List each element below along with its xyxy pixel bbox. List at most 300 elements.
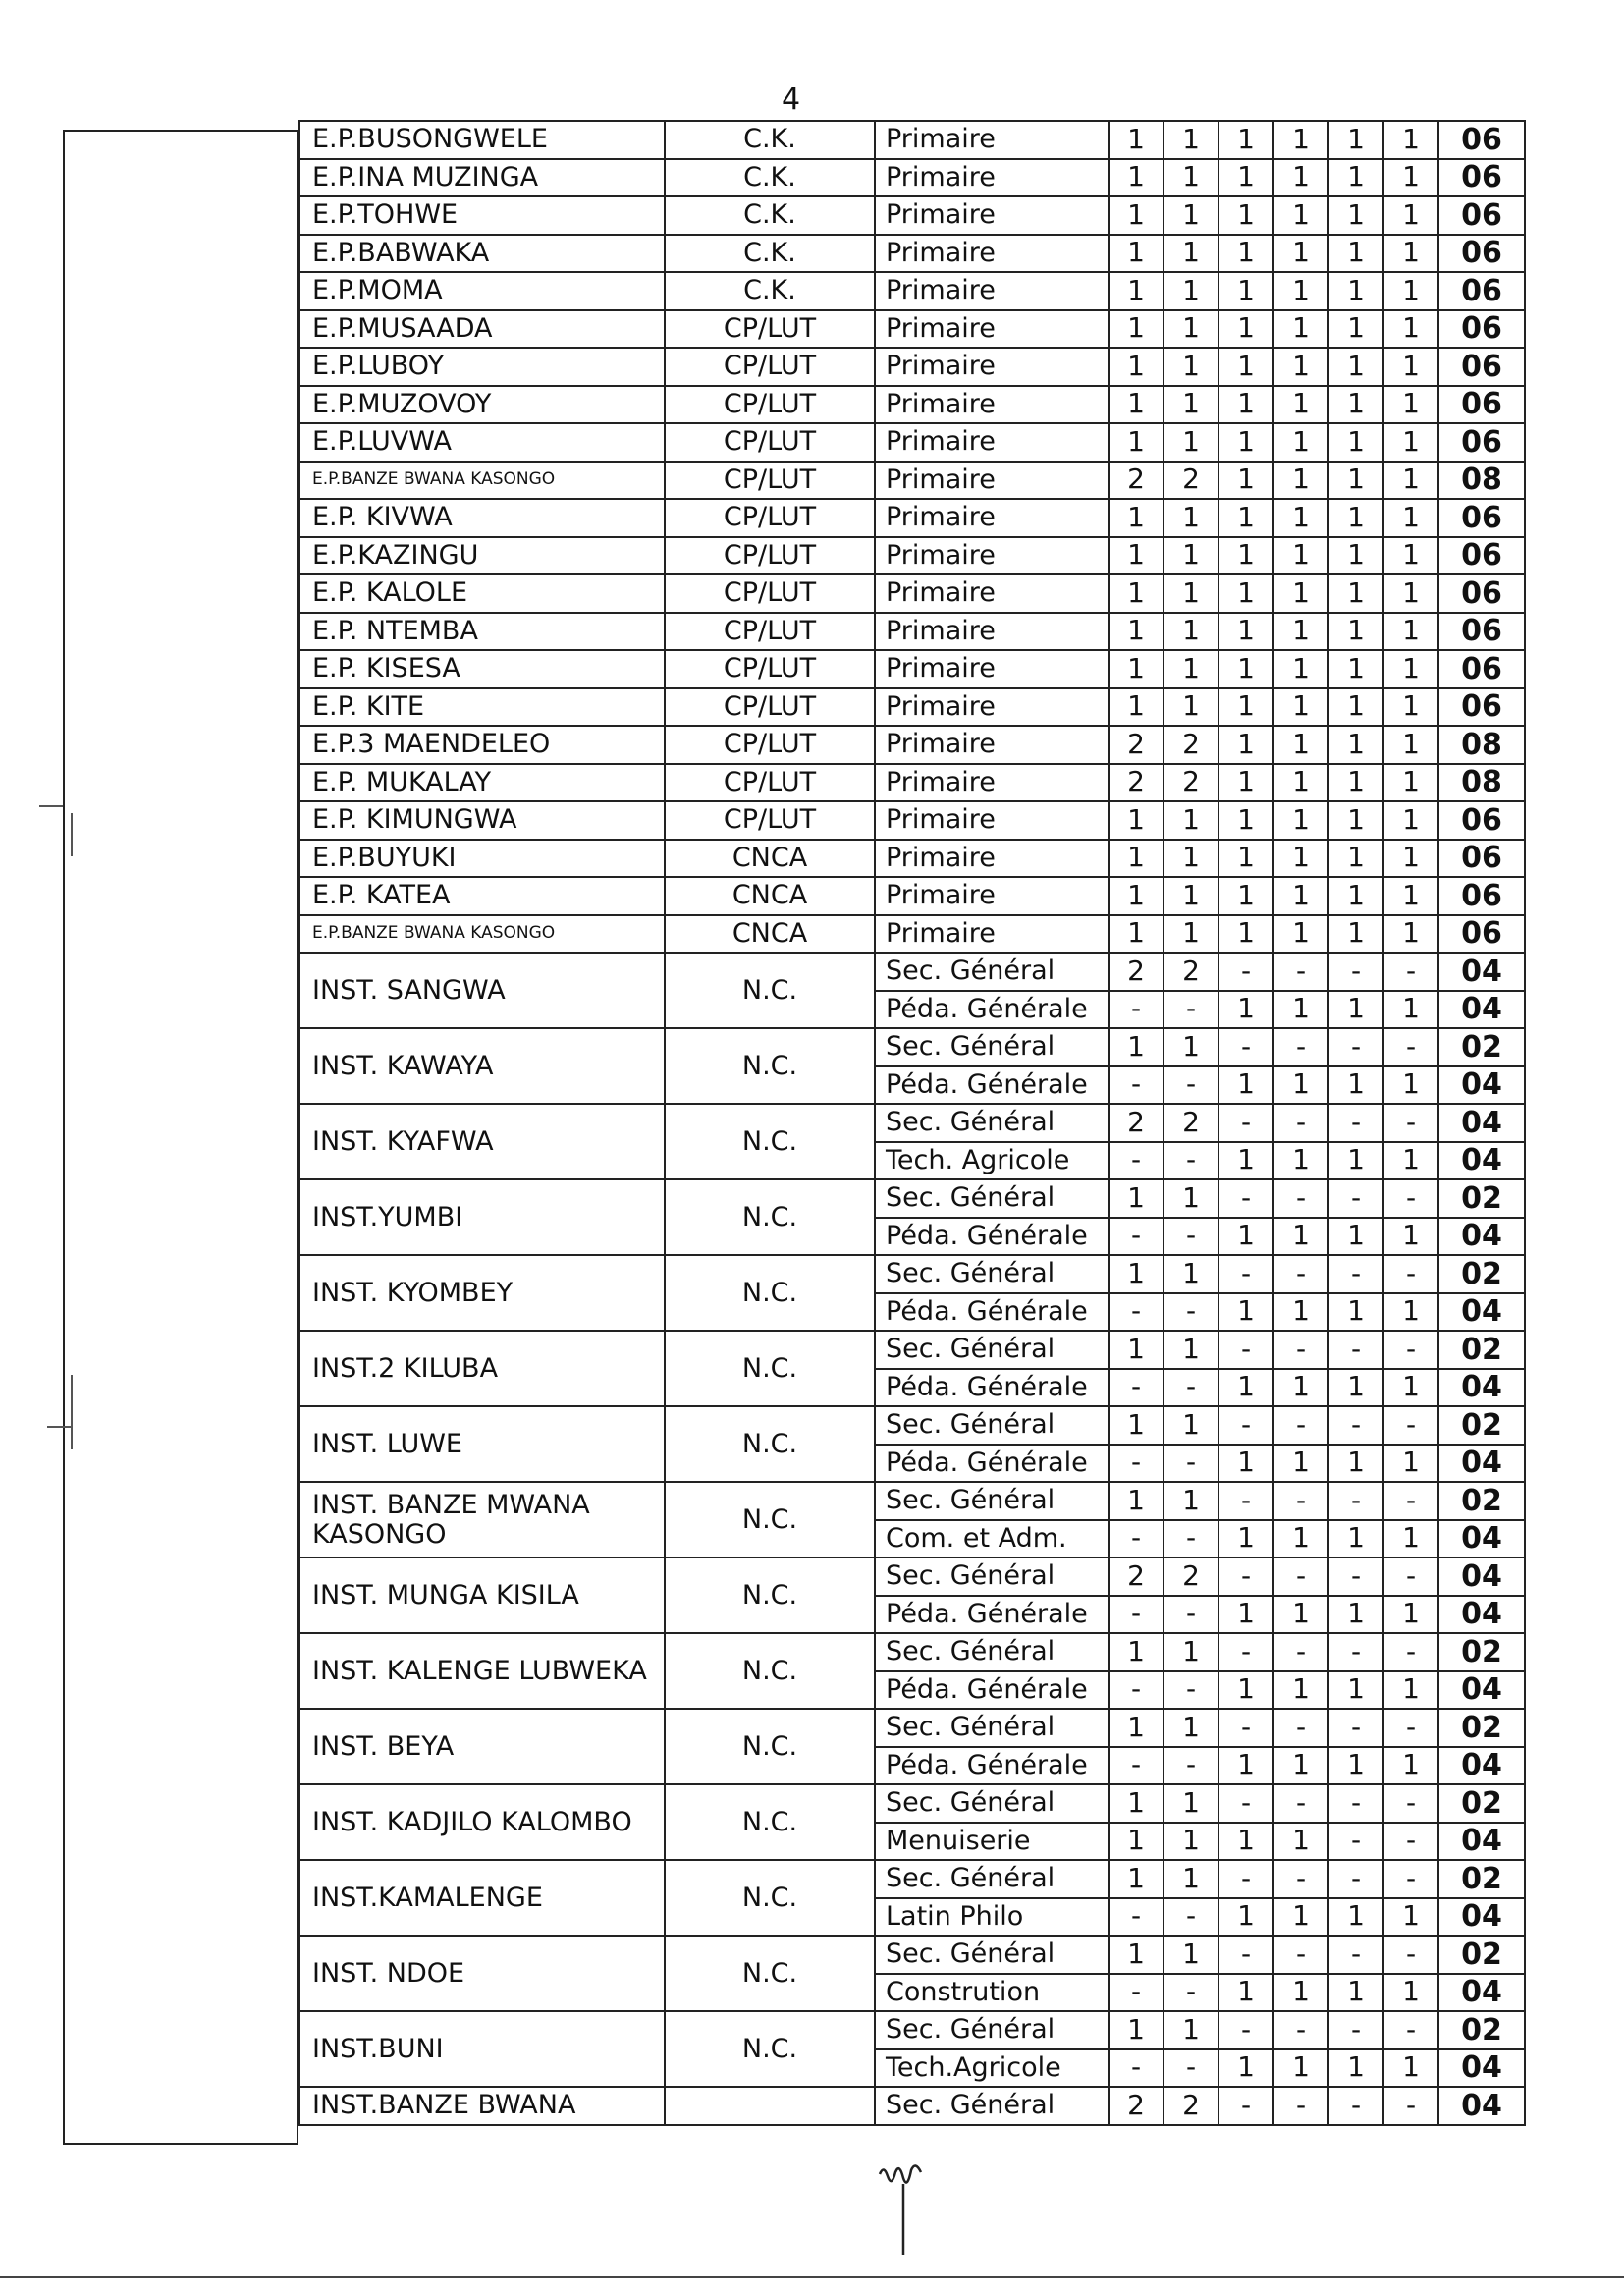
class-count: - — [1109, 1747, 1164, 1785]
class-count: 1 — [1383, 348, 1438, 386]
institute-network: N.C. — [665, 1709, 875, 1784]
class-count: 1 — [1383, 235, 1438, 273]
class-count: - — [1218, 1255, 1273, 1293]
class-count: 1 — [1273, 1369, 1328, 1407]
institute-name: INST. KALENGE LUBWEKA — [299, 1633, 665, 1709]
row-total: 08 — [1438, 764, 1525, 802]
class-count: 1 — [1328, 650, 1383, 688]
school-name: E.P. KIVWA — [299, 499, 665, 537]
class-count: 1 — [1273, 423, 1328, 462]
class-count: - — [1383, 1255, 1438, 1293]
institute-section: Sec. Général — [875, 953, 1109, 991]
school-name: E.P. KALOLE — [299, 574, 665, 613]
class-count: 1 — [1328, 1747, 1383, 1785]
class-count: 1 — [1273, 537, 1328, 575]
table-row — [299, 235, 1525, 273]
class-count: 1 — [1383, 574, 1438, 613]
institute-network: N.C. — [665, 1028, 875, 1104]
school-network: CP/LUT — [665, 423, 875, 462]
table-row — [299, 1255, 1525, 1293]
institute-section: Tech.Agricole — [875, 2049, 1109, 2088]
school-section: Primaire — [875, 272, 1109, 310]
class-count: 1 — [1273, 159, 1328, 197]
school-name: E.P. KATEA — [299, 877, 665, 915]
table-row — [299, 574, 1525, 613]
class-count: 1 — [1218, 991, 1273, 1029]
class-count: - — [1383, 2087, 1438, 2125]
row-total: 02 — [1438, 1406, 1525, 1445]
class-count: 1 — [1164, 1936, 1218, 1974]
table-row — [299, 953, 1525, 991]
school-network: C.K. — [665, 272, 875, 310]
class-count: 1 — [1218, 1974, 1273, 2012]
row-total: 02 — [1438, 1331, 1525, 1369]
class-count: 1 — [1218, 235, 1273, 273]
class-count: 1 — [1328, 537, 1383, 575]
school-network: CP/LUT — [665, 499, 875, 537]
class-count: 1 — [1218, 1142, 1273, 1180]
class-count: 1 — [1164, 1784, 1218, 1823]
class-count: - — [1218, 2011, 1273, 2049]
row-total: 04 — [1438, 1557, 1525, 1596]
class-count: 1 — [1273, 1898, 1328, 1937]
class-count: 1 — [1328, 1445, 1383, 1483]
institute-network: N.C. — [665, 1482, 875, 1557]
table-row — [299, 1179, 1525, 1218]
table-row — [299, 1633, 1525, 1671]
table-row — [299, 1784, 1525, 1823]
class-count: - — [1164, 1596, 1218, 1634]
institute-network: N.C. — [665, 1860, 875, 1936]
institute-name: INST. KAWAYA — [299, 1028, 665, 1104]
class-count: 1 — [1164, 1482, 1218, 1520]
class-count: 1 — [1383, 1671, 1438, 1710]
school-network: CP/LUT — [665, 574, 875, 613]
class-count: - — [1164, 1369, 1218, 1407]
class-count: 1 — [1218, 1369, 1273, 1407]
class-count: 1 — [1383, 272, 1438, 310]
class-count: - — [1328, 1482, 1383, 1520]
table-row — [299, 423, 1525, 462]
class-count: - — [1109, 1066, 1164, 1105]
class-count: 1 — [1164, 801, 1218, 840]
school-network: C.K. — [665, 121, 875, 159]
class-count: 1 — [1328, 1293, 1383, 1332]
class-count: 1 — [1218, 726, 1273, 764]
class-count: 1 — [1328, 877, 1383, 915]
class-count: 1 — [1328, 915, 1383, 954]
institute-name: INST.2 KILUBA — [299, 1331, 665, 1406]
school-name: E.P.KAZINGU — [299, 537, 665, 575]
class-count: 1 — [1328, 272, 1383, 310]
class-count: 1 — [1273, 574, 1328, 613]
bottom-rule — [0, 2276, 1624, 2278]
school-section: Primaire — [875, 877, 1109, 915]
class-count: 1 — [1328, 1218, 1383, 1256]
institute-network: N.C. — [665, 953, 875, 1028]
class-count: 1 — [1328, 462, 1383, 500]
class-count: 1 — [1383, 764, 1438, 802]
initials-signature — [874, 2160, 933, 2259]
row-total: 06 — [1438, 159, 1525, 197]
school-network: CP/LUT — [665, 764, 875, 802]
class-count: 1 — [1383, 840, 1438, 878]
class-count: 1 — [1273, 1596, 1328, 1634]
school-section: Primaire — [875, 726, 1109, 764]
class-count: 1 — [1164, 2011, 1218, 2049]
institute-network: N.C. — [665, 1633, 875, 1709]
school-section: Primaire — [875, 537, 1109, 575]
class-count: 1 — [1164, 235, 1218, 273]
class-count: - — [1218, 1784, 1273, 1823]
class-count: 1 — [1383, 1596, 1438, 1634]
class-count: - — [1328, 1709, 1383, 1747]
class-count: 2 — [1164, 764, 1218, 802]
class-count: 1 — [1109, 537, 1164, 575]
school-section: Primaire — [875, 764, 1109, 802]
row-total: 04 — [1438, 2049, 1525, 2088]
class-count: 1 — [1383, 386, 1438, 424]
institute-section: Péda. Générale — [875, 1293, 1109, 1332]
class-count: 1 — [1328, 1671, 1383, 1710]
class-count: 2 — [1109, 726, 1164, 764]
class-count: 1 — [1164, 1028, 1218, 1066]
class-count: 2 — [1109, 1104, 1164, 1142]
school-network: CNCA — [665, 840, 875, 878]
row-total: 06 — [1438, 574, 1525, 613]
class-count: 1 — [1164, 348, 1218, 386]
school-name: E.P. NTEMBA — [299, 613, 665, 651]
class-count: 1 — [1383, 650, 1438, 688]
class-count: - — [1383, 1406, 1438, 1445]
class-count: - — [1273, 2011, 1328, 2049]
table-row — [299, 1709, 1525, 1747]
school-section: Primaire — [875, 688, 1109, 727]
class-count: 2 — [1164, 726, 1218, 764]
class-count: - — [1273, 1784, 1328, 1823]
class-count: 1 — [1273, 2049, 1328, 2088]
row-total: 06 — [1438, 423, 1525, 462]
table-row — [299, 499, 1525, 537]
class-count: 1 — [1218, 1066, 1273, 1105]
class-count: 1 — [1218, 1218, 1273, 1256]
row-total: 06 — [1438, 840, 1525, 878]
class-count: - — [1164, 1520, 1218, 1558]
margin-dash — [47, 1426, 71, 1428]
class-count: 1 — [1164, 915, 1218, 954]
row-total: 04 — [1438, 1293, 1525, 1332]
class-count: 1 — [1109, 499, 1164, 537]
row-total: 08 — [1438, 726, 1525, 764]
class-count: 1 — [1218, 2049, 1273, 2088]
school-network: C.K. — [665, 159, 875, 197]
class-count: 2 — [1109, 2087, 1164, 2125]
class-count: - — [1328, 1823, 1383, 1861]
class-count: - — [1109, 1898, 1164, 1937]
institute-section: Sec. Général — [875, 1936, 1109, 1974]
class-count: 1 — [1164, 1406, 1218, 1445]
class-count: 1 — [1328, 348, 1383, 386]
class-count: 1 — [1109, 1482, 1164, 1520]
school-section: Primaire — [875, 310, 1109, 349]
class-count: 1 — [1218, 877, 1273, 915]
institute-section: Sec. Général — [875, 1709, 1109, 1747]
class-count: 1 — [1164, 688, 1218, 727]
class-count: 1 — [1273, 310, 1328, 349]
institute-section: Péda. Générale — [875, 1747, 1109, 1785]
class-count: 1 — [1383, 1066, 1438, 1105]
institute-section: Sec. Général — [875, 1406, 1109, 1445]
class-count: 1 — [1218, 840, 1273, 878]
class-count: 1 — [1383, 1369, 1438, 1407]
class-count: 1 — [1273, 991, 1328, 1029]
table-row — [299, 196, 1525, 235]
school-name: E.P.BUYUKI — [299, 840, 665, 878]
class-count: - — [1218, 1936, 1273, 1974]
row-total: 06 — [1438, 650, 1525, 688]
table-row — [299, 386, 1525, 424]
class-count: - — [1109, 1596, 1164, 1634]
school-name: E.P.MOMA — [299, 272, 665, 310]
class-count: - — [1218, 2087, 1273, 2125]
institute-section: Sec. Général — [875, 1860, 1109, 1898]
class-count: - — [1164, 1293, 1218, 1332]
class-count: - — [1164, 1747, 1218, 1785]
class-count: 2 — [1109, 764, 1164, 802]
class-count: - — [1383, 1331, 1438, 1369]
row-total: 06 — [1438, 877, 1525, 915]
class-count: - — [1273, 2087, 1328, 2125]
table-row — [299, 801, 1525, 840]
school-section: Primaire — [875, 121, 1109, 159]
class-count: - — [1273, 1104, 1328, 1142]
class-count: 1 — [1109, 613, 1164, 651]
class-count: 1 — [1328, 688, 1383, 727]
page-number: 4 — [782, 82, 801, 117]
school-name: E.P.INA MUZINGA — [299, 159, 665, 197]
class-count: 1 — [1164, 1709, 1218, 1747]
row-total: 06 — [1438, 196, 1525, 235]
institute-section: Péda. Générale — [875, 1218, 1109, 1256]
school-name: E.P.MUZOVOY — [299, 386, 665, 424]
school-section: Primaire — [875, 840, 1109, 878]
class-count: - — [1383, 1823, 1438, 1861]
class-count: 1 — [1273, 499, 1328, 537]
class-count: 1 — [1273, 235, 1328, 273]
institute-network: N.C. — [665, 2011, 875, 2087]
school-name: E.P.BANZE BWANA KASONGO — [299, 462, 665, 500]
institute-name: INST. KYAFWA — [299, 1104, 665, 1179]
class-count: 1 — [1328, 1520, 1383, 1558]
school-section: Primaire — [875, 574, 1109, 613]
school-section: Primaire — [875, 386, 1109, 424]
class-count: 1 — [1383, 1293, 1438, 1332]
institute-name: INST.BUNI — [299, 2011, 665, 2087]
class-count: 1 — [1383, 537, 1438, 575]
schools-table-body — [299, 121, 1525, 2125]
table-row — [299, 726, 1525, 764]
table-row — [299, 1331, 1525, 1369]
institute-section: Péda. Générale — [875, 1369, 1109, 1407]
class-count: - — [1218, 1179, 1273, 1218]
schools-table — [298, 120, 1526, 2126]
class-count: - — [1328, 1028, 1383, 1066]
row-total: 04 — [1438, 1671, 1525, 1710]
class-count: 1 — [1164, 196, 1218, 235]
class-count: - — [1109, 991, 1164, 1029]
institute-section: Sec. Général — [875, 1255, 1109, 1293]
class-count: 1 — [1273, 764, 1328, 802]
class-count: - — [1383, 1179, 1438, 1218]
class-count: 1 — [1328, 1898, 1383, 1937]
class-count: 1 — [1109, 1255, 1164, 1293]
row-total: 04 — [1438, 991, 1525, 1029]
row-total: 08 — [1438, 462, 1525, 500]
school-network: CP/LUT — [665, 348, 875, 386]
class-count: - — [1109, 2049, 1164, 2088]
class-count: 2 — [1109, 1557, 1164, 1596]
row-total: 04 — [1438, 1218, 1525, 1256]
class-count: 1 — [1218, 310, 1273, 349]
school-network: C.K. — [665, 196, 875, 235]
class-count: 1 — [1383, 499, 1438, 537]
row-total: 04 — [1438, 953, 1525, 991]
class-count: - — [1218, 1860, 1273, 1898]
class-count: - — [1328, 1331, 1383, 1369]
class-count: 2 — [1164, 462, 1218, 500]
table-row — [299, 121, 1525, 159]
class-count: 1 — [1328, 310, 1383, 349]
school-section: Primaire — [875, 499, 1109, 537]
row-total: 04 — [1438, 1596, 1525, 1634]
class-count: - — [1164, 1898, 1218, 1937]
school-network: C.K. — [665, 235, 875, 273]
class-count: - — [1218, 953, 1273, 991]
class-count: 1 — [1109, 1028, 1164, 1066]
class-count: - — [1273, 1255, 1328, 1293]
table-row — [299, 840, 1525, 878]
class-count: - — [1383, 2011, 1438, 2049]
school-name: E.P.LUVWA — [299, 423, 665, 462]
class-count: 1 — [1328, 499, 1383, 537]
institute-name: INST. BANZE MWANA KASONGO — [299, 1482, 665, 1557]
class-count: - — [1218, 1633, 1273, 1671]
class-count: 1 — [1273, 688, 1328, 727]
row-total: 06 — [1438, 537, 1525, 575]
row-total: 04 — [1438, 1898, 1525, 1937]
class-count: - — [1218, 1331, 1273, 1369]
class-count: - — [1164, 1218, 1218, 1256]
table-row — [299, 1028, 1525, 1066]
table-row — [299, 159, 1525, 197]
class-count: 1 — [1328, 196, 1383, 235]
institute-network: N.C. — [665, 1557, 875, 1633]
class-count: - — [1383, 1633, 1438, 1671]
table-row — [299, 310, 1525, 349]
class-count: 1 — [1383, 1445, 1438, 1483]
class-count: - — [1164, 2049, 1218, 2088]
class-count: 1 — [1218, 386, 1273, 424]
institute-section: Com. et Adm. — [875, 1520, 1109, 1558]
class-count: 1 — [1273, 1293, 1328, 1332]
row-total: 04 — [1438, 1974, 1525, 2012]
class-count: 1 — [1109, 650, 1164, 688]
class-count: 1 — [1383, 310, 1438, 349]
class-count: 1 — [1109, 840, 1164, 878]
institute-name: INST.KAMALENGE — [299, 1860, 665, 1936]
class-count: 1 — [1218, 423, 1273, 462]
institute-section: Latin Philo — [875, 1898, 1109, 1937]
class-count: 1 — [1164, 121, 1218, 159]
class-count: 1 — [1383, 1520, 1438, 1558]
school-network: CNCA — [665, 915, 875, 954]
class-count: 1 — [1328, 1066, 1383, 1105]
class-count: 1 — [1109, 1633, 1164, 1671]
class-count: 1 — [1273, 726, 1328, 764]
table-row — [299, 1406, 1525, 1445]
class-count: 1 — [1383, 726, 1438, 764]
institute-name: INST. KADJILO KALOMBO — [299, 1784, 665, 1860]
row-total: 02 — [1438, 1936, 1525, 1974]
class-count: 1 — [1273, 915, 1328, 954]
class-count: 1 — [1164, 159, 1218, 197]
class-count: - — [1273, 1557, 1328, 1596]
class-count: 1 — [1109, 159, 1164, 197]
class-count: 1 — [1273, 801, 1328, 840]
class-count: 1 — [1328, 1974, 1383, 2012]
row-total: 06 — [1438, 272, 1525, 310]
class-count: 1 — [1218, 537, 1273, 575]
class-count: 1 — [1328, 121, 1383, 159]
class-count: - — [1109, 1142, 1164, 1180]
school-network: CP/LUT — [665, 613, 875, 651]
class-count: 1 — [1328, 423, 1383, 462]
class-count: 1 — [1383, 1898, 1438, 1937]
institute-name: INST.BANZE BWANA — [299, 2087, 665, 2125]
table-row — [299, 2087, 1525, 2125]
class-count: 1 — [1109, 574, 1164, 613]
institute-name: INST. BEYA — [299, 1709, 665, 1784]
class-count: - — [1109, 1974, 1164, 2012]
table-row — [299, 915, 1525, 954]
class-count: 1 — [1164, 272, 1218, 310]
class-count: 1 — [1273, 1142, 1328, 1180]
institute-section: Péda. Générale — [875, 1066, 1109, 1105]
class-count: 1 — [1164, 1633, 1218, 1671]
institute-network: N.C. — [665, 1104, 875, 1179]
row-total: 04 — [1438, 1520, 1525, 1558]
school-section: Primaire — [875, 196, 1109, 235]
institute-section: Constrution — [875, 1974, 1109, 2012]
class-count: 1 — [1109, 877, 1164, 915]
class-count: 1 — [1218, 688, 1273, 727]
class-count: 1 — [1273, 1823, 1328, 1861]
class-count: 1 — [1218, 159, 1273, 197]
class-count: 1 — [1109, 1936, 1164, 1974]
table-row — [299, 462, 1525, 500]
row-total: 02 — [1438, 1482, 1525, 1520]
institute-section: Sec. Général — [875, 1633, 1109, 1671]
class-count: 1 — [1218, 1747, 1273, 1785]
class-count: 1 — [1109, 272, 1164, 310]
class-count: - — [1218, 1028, 1273, 1066]
row-total: 06 — [1438, 613, 1525, 651]
class-count: - — [1109, 1671, 1164, 1710]
class-count: 1 — [1273, 877, 1328, 915]
class-count: 1 — [1273, 196, 1328, 235]
institute-name: INST. SANGWA — [299, 953, 665, 1028]
row-total: 02 — [1438, 1784, 1525, 1823]
